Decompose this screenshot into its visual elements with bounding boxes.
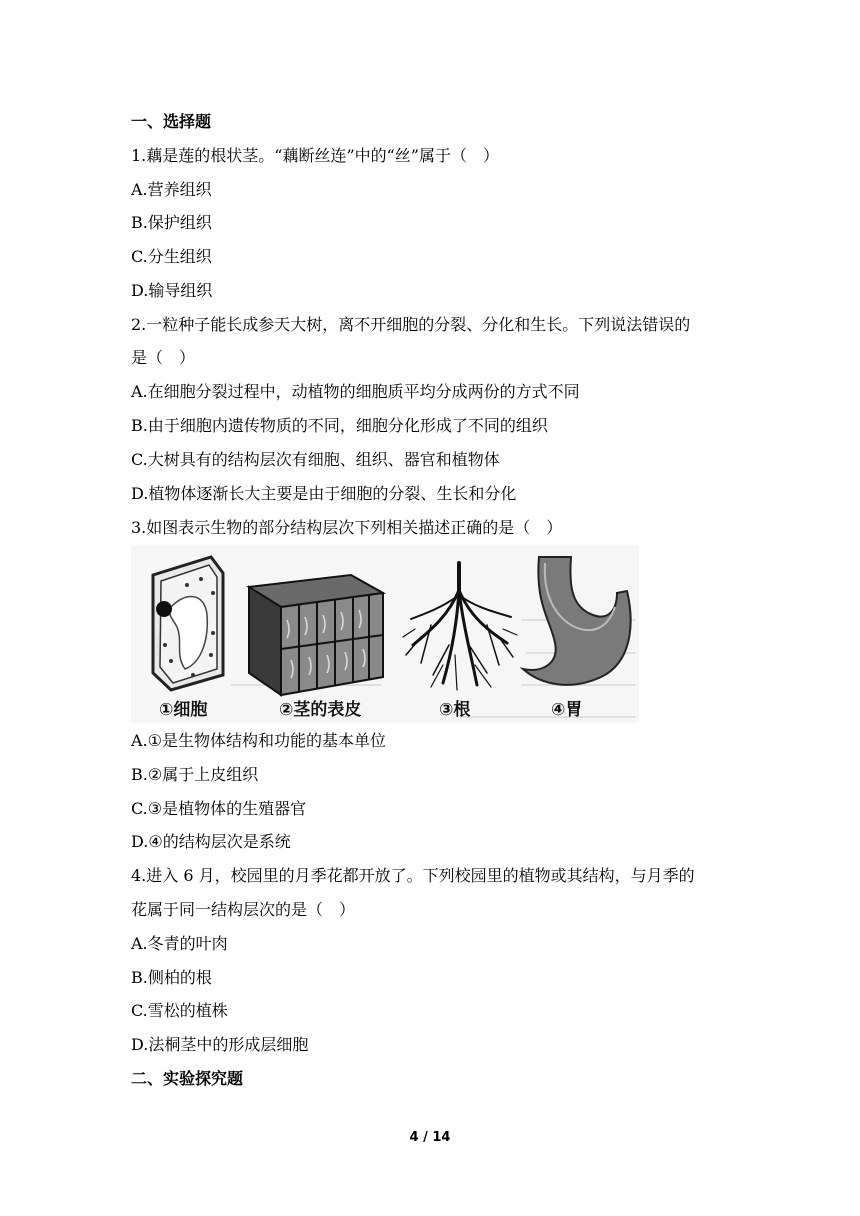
root-drawing	[403, 563, 517, 690]
question-3-option-a: A.①是生物体结构和功能的基本单位	[131, 731, 386, 750]
question-3-stem: 3.如图表示生物的部分结构层次下列相关描述正确的是（ ）	[131, 518, 563, 537]
question-2-option-a: A.在细胞分裂过程中，动植物的细胞质平均分成两份的方式不同	[131, 382, 580, 401]
question-4-option-c: C.雪松的植株	[131, 1001, 228, 1020]
page-number: 4 / 14	[409, 1130, 451, 1145]
question-2-stem-line2: 是（ ）	[131, 348, 196, 367]
question-2-option-d: D.植物体逐渐长大主要是由于细胞的分裂、生长和分化	[131, 484, 517, 503]
question-4-option-a: A.冬青的叶肉	[131, 934, 228, 953]
question-4-stem-line1: 4.进入 6 月，校园里的月季花都开放了。下列校园里的植物或其结构，与月季的	[131, 866, 695, 885]
caption-stomach: ④胃	[551, 700, 583, 720]
question-2-option-c: C.大树具有的结构层次有细胞、组织、器官和植物体	[131, 450, 500, 469]
question-4-option-d: D.法桐茎中的形成层细胞	[131, 1035, 309, 1054]
section-heading-experiment: 二、实验探究题	[131, 1069, 244, 1088]
question-3-option-b: B.②属于上皮组织	[131, 765, 259, 784]
structure-levels-figure	[131, 545, 639, 723]
question-1-option-d: D.输导组织	[131, 281, 213, 300]
section-heading-choice: 一、选择题	[131, 112, 212, 131]
question-3-option-d: D.④的结构层次是系统	[131, 832, 291, 851]
plant-cell-drawing	[153, 557, 223, 690]
question-2-option-b: B.由于细胞内遗传物质的不同，细胞分化形成了不同的组织	[131, 416, 548, 435]
stem-epidermis-drawing	[249, 575, 383, 695]
caption-root: ③根	[439, 700, 471, 720]
question-2-stem-line1: 2.一粒种子能长成参天大树，离不开细胞的分裂、分化和生长。下列说法错误的	[131, 315, 691, 334]
question-1-option-c: C.分生组织	[131, 247, 212, 266]
question-3-option-c: C.③是植物体的生殖器官	[131, 799, 307, 818]
caption-cell: ①细胞	[159, 700, 208, 720]
question-1-option-b: B.保护组织	[131, 213, 212, 232]
caption-stem-epidermis: ②茎的表皮	[279, 700, 362, 720]
question-1-option-a: A.营养组织	[131, 180, 212, 199]
question-4-stem-line2: 花属于同一结构层次的是（ ）	[131, 900, 356, 919]
question-4-option-b: B.侧柏的根	[131, 968, 212, 987]
question-1-stem: 1.藕是莲的根状茎。“藕断丝连”中的“丝”属于（ ）	[131, 146, 499, 165]
